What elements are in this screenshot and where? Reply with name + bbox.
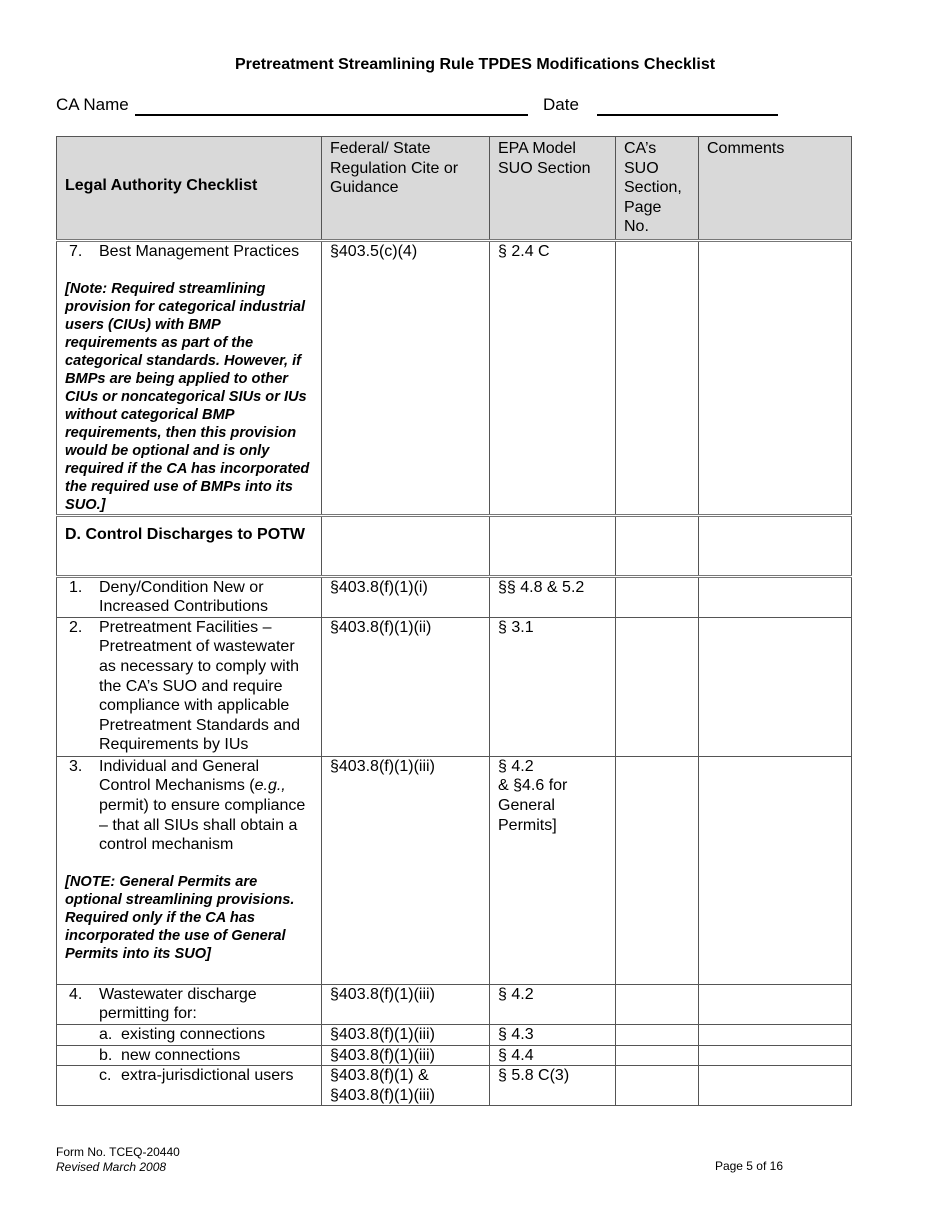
legal-authority-checklist-table bbox=[56, 136, 852, 1106]
item-note: [Note: Required streamlining provision for categorical industrial users (CIUs) with BMP requirements as part of the categorical standards. However, if BMPs are being applied to other CIUs or noncategorical SIUs or IUs without categorical BMP requirements, then this provision would be optional and is only required if the CA has incorporated the required use of BMPs into its SUO.] bbox=[65, 280, 310, 513]
checklist-item: b. new connections bbox=[57, 1045, 322, 1066]
comments-cell[interactable] bbox=[699, 756, 852, 984]
header-regulation-cite: Federal/ State Regulation Cite or Guidance bbox=[322, 137, 490, 241]
suo-section: § 3.1 bbox=[490, 617, 616, 756]
header-comments: Comments bbox=[699, 137, 852, 241]
comments-cell[interactable] bbox=[699, 1066, 852, 1106]
regulation-cite: §403.5(c)(4) bbox=[322, 240, 490, 515]
suo-section: § 2.4 C bbox=[490, 240, 616, 515]
ca-suo-cell[interactable] bbox=[616, 1024, 699, 1045]
table-row bbox=[57, 1066, 852, 1106]
section-row bbox=[57, 515, 852, 576]
ca-suo-cell[interactable] bbox=[616, 515, 699, 576]
comments-cell[interactable] bbox=[699, 1024, 852, 1045]
checklist-item: 2. Pretreatment Facilities – Pretreatment of wastewater as necessary to comply with the CA’s SUO and require compliance with applicable Pretreatment Standards and Requirements by IUs bbox=[57, 617, 322, 756]
table-row bbox=[57, 240, 852, 515]
comments-cell[interactable] bbox=[699, 1045, 852, 1066]
table-row bbox=[57, 984, 852, 1024]
comments-cell[interactable] bbox=[699, 240, 852, 515]
suo-section: § 5.8 C(3) bbox=[490, 1066, 616, 1106]
item-note: [NOTE: General Permits are optional streamlining provisions. Required only if the CA has incorporated the use of General Permits into its SUO] bbox=[65, 873, 295, 962]
empty-cell bbox=[490, 515, 616, 576]
ca-suo-cell[interactable] bbox=[616, 240, 699, 515]
ca-name-field[interactable] bbox=[135, 114, 528, 116]
comments-cell[interactable] bbox=[699, 617, 852, 756]
ca-suo-cell[interactable] bbox=[616, 1066, 699, 1106]
checklist-item: 4. Wastewater discharge permitting for: bbox=[57, 984, 322, 1024]
ca-suo-cell[interactable] bbox=[616, 984, 699, 1024]
ca-name-label: CA Name bbox=[56, 95, 129, 114]
suo-section: § 4.3 bbox=[490, 1024, 616, 1045]
regulation-cite: §403.8(f)(1)(iii) bbox=[322, 1045, 490, 1066]
suo-section: § 4.2 & §4.6 for General Permits] bbox=[490, 756, 616, 984]
ca-suo-cell[interactable] bbox=[616, 1045, 699, 1066]
checklist-item: 3. Individual and General Control Mechanisms (e.g., permit) to ensure compliance – that all SIUs shall obtain a control mechanism [NOTE: General Permits are optional streamlining provisions. Required only if the CA has incorporated the use of General Permits into its SUO] bbox=[57, 756, 322, 984]
header-ca-suo-section: CA’s SUO Section, Page No. bbox=[616, 137, 699, 241]
checklist-item: c. extra-jurisdictional users bbox=[57, 1066, 322, 1106]
comments-cell[interactable] bbox=[699, 576, 852, 617]
table-row bbox=[57, 617, 852, 756]
revision-date: Revised March 2008 bbox=[56, 1159, 167, 1174]
ca-suo-cell[interactable] bbox=[616, 576, 699, 617]
empty-cell bbox=[322, 515, 490, 576]
table-row bbox=[57, 1024, 852, 1045]
comments-cell[interactable] bbox=[699, 984, 852, 1024]
checklist-item: a. existing connections bbox=[57, 1024, 322, 1045]
date-field[interactable] bbox=[597, 114, 778, 116]
table-row bbox=[57, 1045, 852, 1066]
page-title: Pretreatment Streamlining Rule TPDES Modifications Checklist bbox=[234, 56, 716, 73]
ca-suo-cell[interactable] bbox=[616, 617, 699, 756]
date-label: Date bbox=[543, 95, 579, 114]
page-number: Page 5 of 16 bbox=[714, 1159, 783, 1173]
regulation-cite: §403.8(f)(1)(i) bbox=[322, 576, 490, 617]
regulation-cite: §403.8(f)(1)(ii) bbox=[322, 617, 490, 756]
header-legal-authority: Legal Authority Checklist bbox=[57, 137, 322, 241]
comments-cell[interactable] bbox=[699, 515, 852, 576]
regulation-cite: §403.8(f)(1)(iii) bbox=[322, 756, 490, 984]
table-row bbox=[57, 756, 852, 984]
table-row bbox=[57, 576, 852, 617]
ca-suo-cell[interactable] bbox=[616, 756, 699, 984]
regulation-cite: §403.8(f)(1) & §403.8(f)(1)(iii) bbox=[322, 1066, 490, 1106]
checklist-item: 7. Best Management Practices [Note: Required streamlining provision for categorical industrial users (CIUs) with BMP requirements as part of the categorical standards. However, if BMPs are being applied to other CIUs or noncategorical SIUs or IUs without categorical BMP requirements, then this provision would be optional and is only required if the CA has incorporated the required use of BMPs into its SUO.] bbox=[57, 240, 322, 515]
form-info bbox=[56, 1145, 180, 1174]
form-number: Form No. TCEQ-20440 bbox=[56, 1145, 180, 1159]
suo-section: §§ 4.8 & 5.2 bbox=[490, 576, 616, 617]
regulation-cite: §403.8(f)(1)(iii) bbox=[322, 1024, 490, 1045]
suo-section: § 4.4 bbox=[490, 1045, 616, 1066]
regulation-cite: §403.8(f)(1)(iii) bbox=[322, 984, 490, 1024]
section-heading: D. Control Discharges to POTW bbox=[57, 515, 322, 576]
table-header-row bbox=[57, 137, 852, 241]
header-epa-model-suo: EPA Model SUO Section bbox=[490, 137, 616, 241]
checklist-item: 1. Deny/Condition New or Increased Contributions bbox=[57, 576, 322, 617]
suo-section: § 4.2 bbox=[490, 984, 616, 1024]
